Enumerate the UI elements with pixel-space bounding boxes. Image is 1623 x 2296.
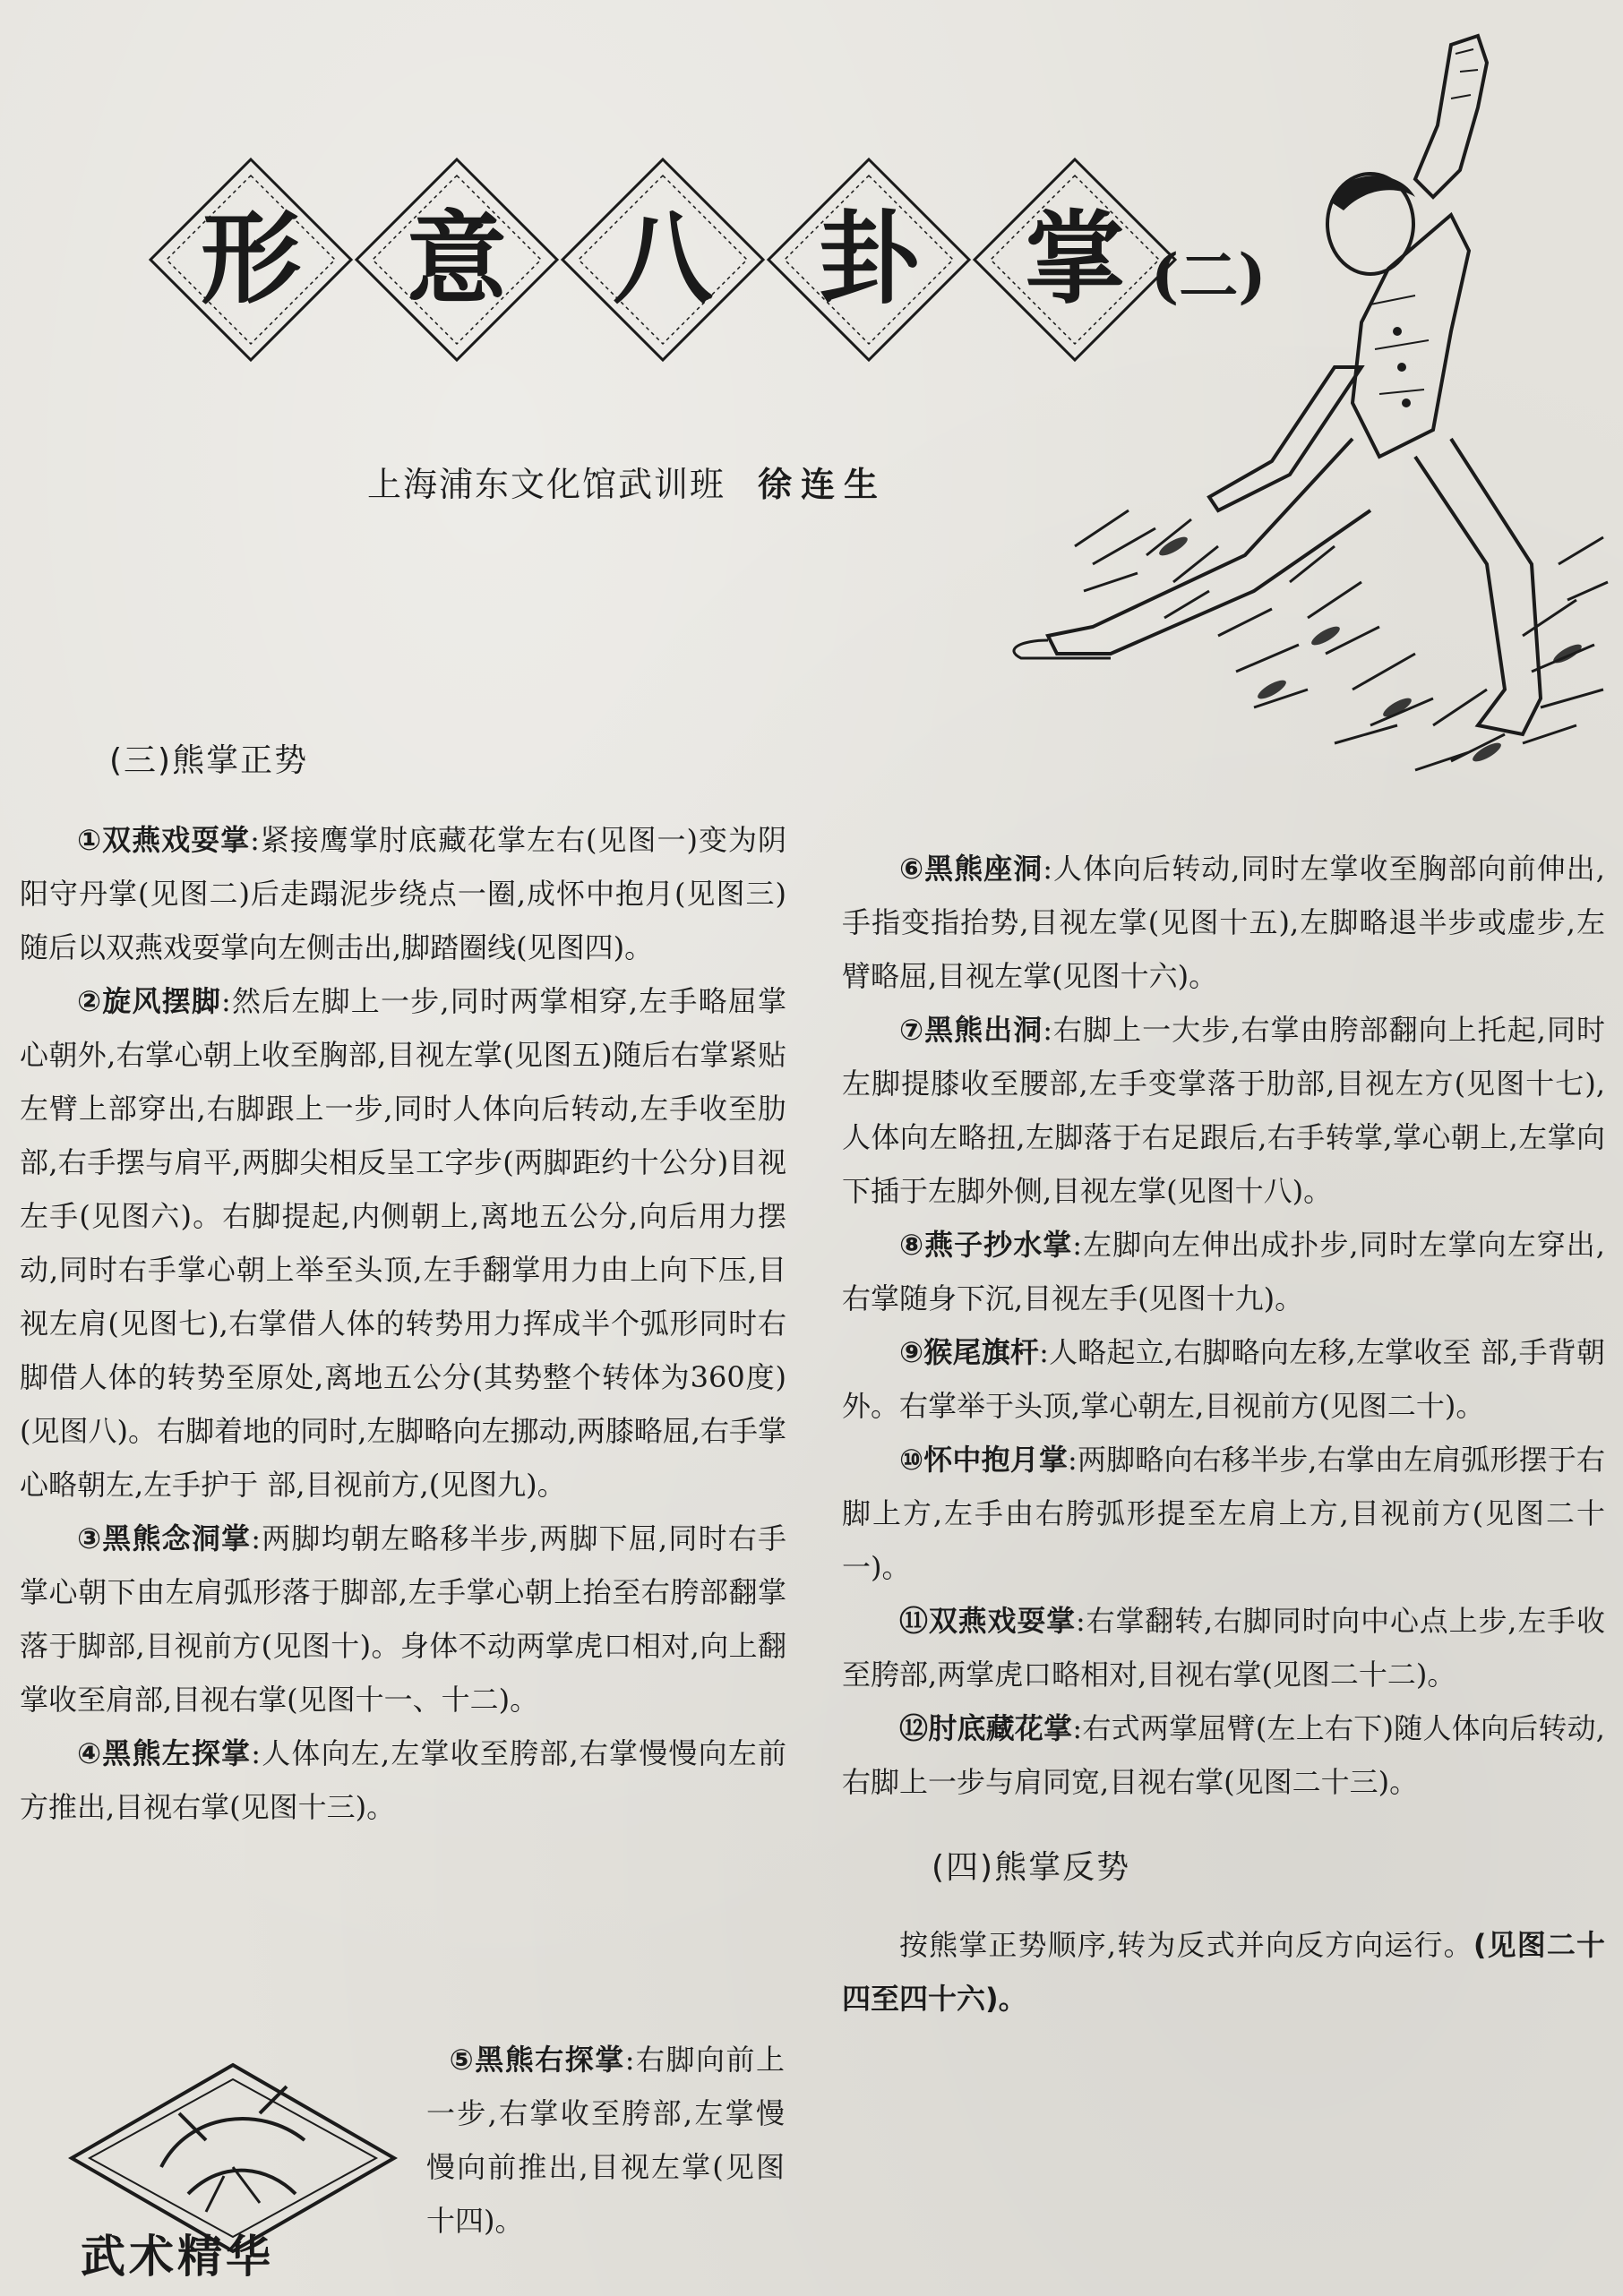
title-char-3 [555,152,770,367]
paragraph-12 [842,1701,1605,1809]
paragraph-text: 按熊掌正势顺序,转为反式并向反方向运行。 [899,1928,1473,1962]
paragraph-text: :左脚向左伸出成扑步,同时左掌向左穿出,右掌随身下沉,目视左手(见图十九)。 [842,1228,1605,1315]
title-glyph: 卦 [819,201,919,318]
movement-term: ⑦黑熊出洞 [899,1013,1043,1047]
paragraph-9 [842,1325,1605,1433]
title-suffix: (二) [1151,241,1267,311]
wushu-essence-stamp [54,2060,403,2283]
paragraph-text: :两脚均朝左略移半步,两脚下屈,同时右手掌心朝下由左肩弧形落于脚部,左手掌心朝上抬至右胯部翻掌落于脚部,目视前方(见图十)。身体不动两掌虎口相对,向上翻掌收至肩部,目视右掌(见图十一、十二)。 [20,1521,786,1717]
paragraph-4 [20,1726,786,1834]
movement-term: ⑤黑熊右探掌 [449,2043,625,2077]
paragraph-8 [842,1218,1605,1325]
movement-term: ④黑熊左探掌 [77,1736,252,1770]
paragraph-3 [20,1512,786,1726]
movement-term: ①双燕戏耍掌 [77,823,251,857]
section-heading-3: (三)熊掌正势 [109,742,309,779]
paragraph-11 [842,1594,1605,1701]
paragraph-text: :右式两掌屈臂(左上右下)随人体向后转动,右脚上一步与肩同宽,目视右掌(见图二十三)。 [842,1711,1605,1799]
paragraph-text: :紧接鹰掌肘底藏花掌左右(见图一)变为阴阳守丹掌(见图二)后走蹋泥步绕点一圈,成怀中抱月(见图三)随后以双燕戏耍掌向左侧击出,脚踏圈线(见图四)。 [20,823,786,964]
paragraph-2 [20,974,786,1512]
title-glyph: 八 [613,201,713,318]
paragraph-1 [20,813,786,974]
title-glyph: 意 [407,201,507,318]
paragraph-text: :右脚上一大步,右掌由胯部翻向上托起,同时左脚提膝收至腰部,左手变掌落于肋部,目视左方(见图十七),人体向左略扭,左脚落于右足跟后,右手转掌,掌心朝上,左掌向下插于左脚外侧,目视左掌(见图十八)。 [842,1013,1605,1208]
section-heading-4: (四)熊掌反势 [932,1849,1131,1886]
byline-author: 徐连生 [758,465,888,504]
martial-artist-illustration [949,9,1612,797]
movement-term: ⑧燕子抄水掌 [899,1228,1073,1262]
right-column [842,842,1605,2026]
paragraph-6 [842,842,1605,1003]
paragraph-text: :两脚略向右移半步,右掌由左肩弧形摆于右脚上方,左手由右胯弧形提至左肩上方,目视前方(见图二十一)。 [842,1443,1605,1584]
title-glyph: 形 [201,201,301,318]
paragraph-5-block [426,2033,785,2248]
byline-organization: 上海浦东文化馆武训班 [367,465,726,504]
movement-term: ⑪双燕戏耍掌 [899,1604,1077,1638]
paragraph-7 [842,1003,1605,1218]
paragraph-text: :右脚向前上一步,右掌收至胯部,左掌慢慢向前推出,目视左掌(见图十四)。 [426,2043,785,2238]
paragraph-10 [842,1433,1605,1594]
movement-term: ⑩怀中抱月掌 [899,1443,1069,1477]
paragraph-5 [426,2033,785,2248]
movement-term: ⑫肘底藏花掌 [899,1711,1073,1745]
figure-reference: (见图二十四至四十六)。 [842,1928,1605,2016]
paragraph-text: :然后左脚上一步,同时两掌相穿,左手略屈掌心朝外,右掌心朝上收至胸部,目视左掌(见图五)随后右掌紧贴左臂上部穿出,右脚跟上一步,同时人体向后转动,左手收至肋部,右手摆与肩平,两脚尖相反呈工字步(两脚距约十公分)目视左手(见图六)。右脚提起,内侧朝上,离地五公分,向后用力摆动,同时右手掌心朝上举至头顶,左手翻掌用力由上向下压,目视左肩(见图七),右掌借人体的转势用力挥成半个弧形同时右脚借人体的转势至原处,离地五公分(其势整个转体为360度)(见图八)。右脚着地的同时,左脚略向左挪动,两膝略屈,右手掌心略朝左,左手护于 部,目视前方,(见图九)。 [20,984,786,1502]
paragraph-text: :右掌翻转,右脚同时向中心点上步,左手收至胯部,两掌虎口略相对,目视右掌(见图二十二)。 [842,1604,1605,1692]
title-char-2 [349,152,564,367]
section-4-paragraph [842,1918,1605,2026]
paragraph-text: :人体向左,左掌收至胯部,右掌慢慢向左前方推出,目视右掌(见图十三)。 [20,1736,786,1824]
title-glyph: 掌 [1025,201,1125,318]
title-char-1 [143,152,358,367]
movement-term: ⑥黑熊座洞 [899,852,1043,886]
movement-term: ③黑熊念洞掌 [77,1521,252,1555]
left-column [20,734,786,1834]
movement-term: ②旋风摆脚 [77,984,222,1018]
paragraph-text: :人略起立,右脚略向左移,左掌收至 部,手背朝外。右掌举于头顶,掌心朝左,目视前方(见图二十)。 [842,1335,1605,1423]
movement-term: ⑨猴尾旗杆 [899,1335,1040,1369]
paragraph-text: :人体向后转动,同时左掌收至胸部向前伸出,手指变指抬势,目视左掌(见图十五),左脚略退半步或虚步,左臂略屈,目视左掌(见图十六)。 [842,852,1605,993]
title-char-4 [761,152,976,367]
byline [367,457,887,506]
stamp-text: 武术精华 [81,2231,274,2283]
